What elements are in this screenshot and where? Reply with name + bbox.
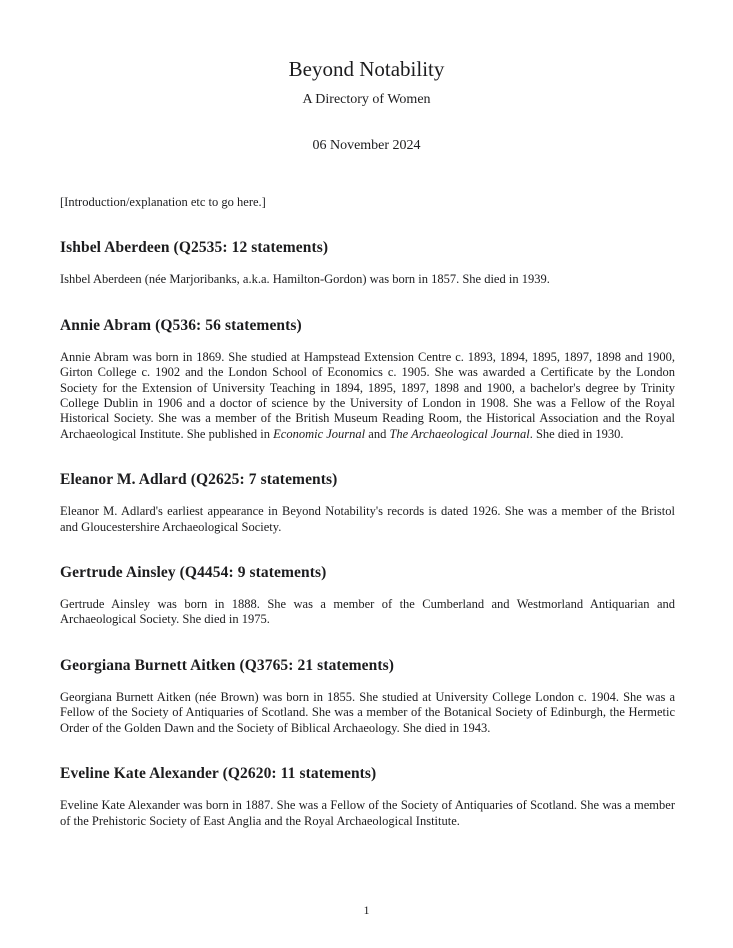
entry-text: Eveline Kate Alexander was born in 1887. She was a Fellow of the Society of Antiquaries of Scotland. She was a member of the Prehistoric Society of East Anglia and the Royal Archaeological Institute. (60, 798, 675, 828)
intro-placeholder: [Introduction/explanation etc to go here.] (60, 195, 266, 209)
entry-text: Gertrude Ainsley was born in 1888. She was a member of the Cumberland and Westmorland Antiquarian and Archaeological Society. She died in 1975. (60, 597, 675, 627)
entry-gertrude-ainsley (60, 564, 675, 628)
entry-heading: Georgiana Burnett Aitken (Q3765: 21 statements) (60, 656, 395, 674)
entry-eleanor-adlard (60, 471, 675, 535)
entry-heading: Ishbel Aberdeen (Q2535: 12 statements) (60, 239, 329, 257)
page-number: 1 (363, 903, 370, 917)
document-body (60, 195, 675, 829)
entry-text: Georgiana Burnett Aitken (née Brown) was born in 1855. She studied at University College London c. 1904. She was a Fellow of the Society of Antiquaries of Scotland. She was a member of the Botanical Society of Edinburgh, the Hermetic Order of the Golden Dawn and the Society of Biblical Archaeology. She died in 1943. (60, 689, 675, 735)
entry-text: Eleanor M. Adlard's earliest appearance in Beyond Notability's records is dated 1926. She was a member of the Bristol and Gloucestershire Archaeological Society. (60, 504, 675, 534)
entry-heading: Annie Abram (Q536: 56 statements) (60, 316, 302, 334)
entry-georgiana-aitken (60, 657, 675, 736)
entry-text: Ishbel Aberdeen (née Marjoribanks, a.k.a. Hamilton-Gordon) was born in 1857. She died in 1939. (60, 272, 550, 287)
entry-annie-abram (60, 317, 675, 442)
entry-heading: Eveline Kate Alexander (Q2620: 11 statements) (60, 765, 377, 783)
entry-ishbel-aberdeen (60, 239, 675, 287)
entry-heading: Gertrude Ainsley (Q4454: 9 statements) (60, 564, 327, 582)
entry-eveline-alexander (60, 765, 675, 829)
entry-heading: Eleanor M. Adlard (Q2625: 7 statements) (60, 471, 338, 489)
document-date: 06 November 2024 (312, 138, 421, 153)
entry-text: Annie Abram was born in 1869. She studied at Hampstead Extension Centre c. 1893, 1894, 1895, 1897, 1898 and 1900, Girton College c. 1902 and the London School of Economics c. 1905. She was awarded a Certificate by the London Society for the Extension of University Teaching in 1894, 1895, 1897, 1898 and 1900, a bachelor's degree by Trinity College Dublin in 1906 and a doctor of science by the University of London in 1908. She was a Fellow of the Royal Historical Society. She was a member of the British Museum Reading Room, the Historical Association and the Royal Archaeological Institute. She published in Economic Journal and The Archaeological Journal. She died in 1930. (60, 349, 675, 441)
document-title: Beyond Notability (288, 57, 445, 81)
document-subtitle: A Directory of Women (302, 92, 431, 107)
document-header (0, 0, 733, 154)
